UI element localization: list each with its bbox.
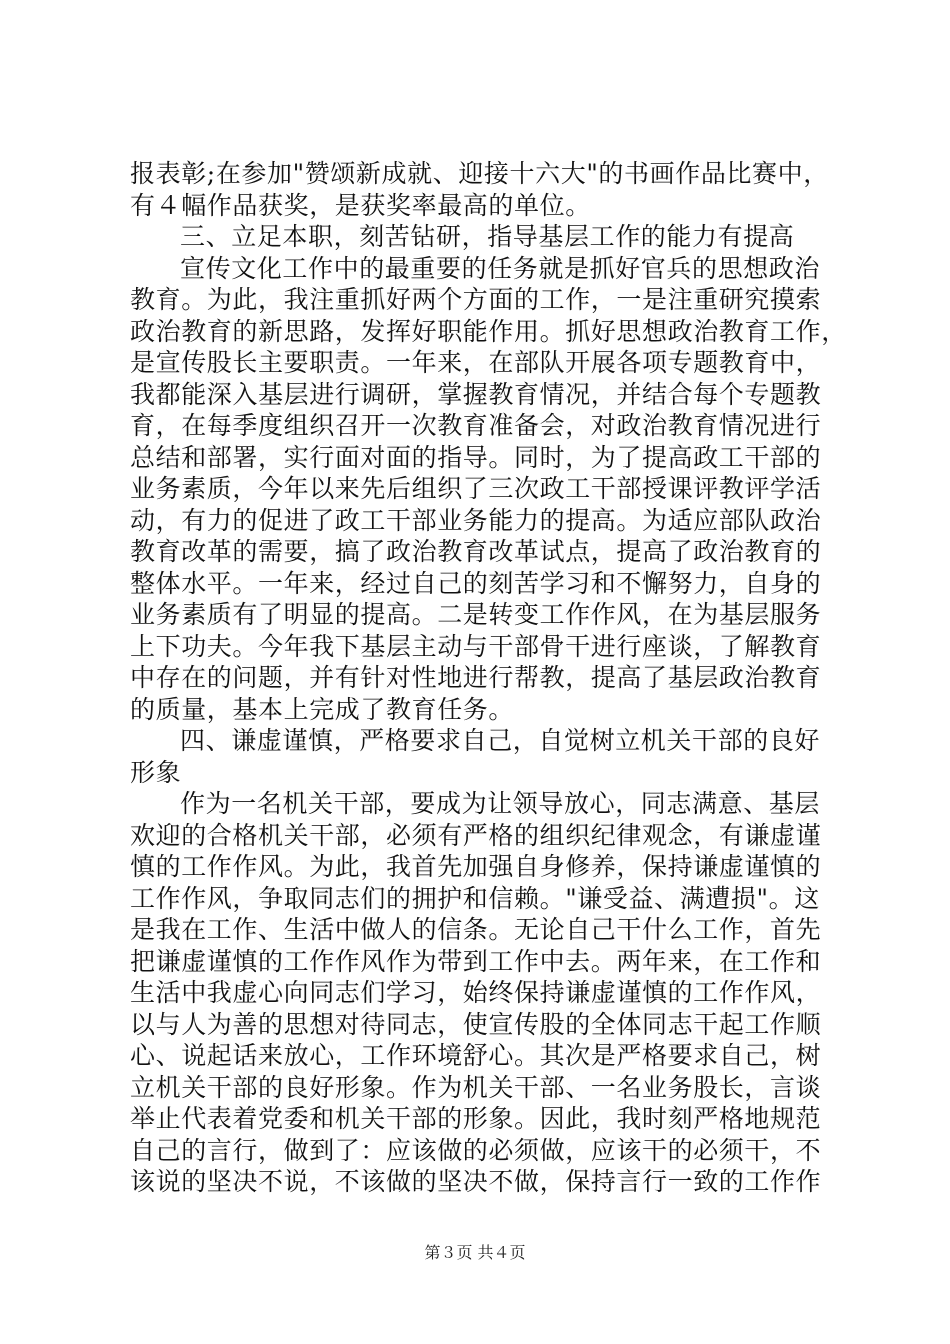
text-line: 是宣传股长主要职责。一年来，在部队开展各项专题教育中， — [130, 348, 822, 377]
text-line: 形象 — [130, 757, 182, 787]
text-line: 工作作风，争取同志们的拥护和信赖。"谦受益、满遭损"。这 — [130, 883, 820, 913]
text-line: 举止代表着党委和机关干部的形象。因此，我时刻严格地规范 — [130, 1104, 822, 1133]
text-line: 慎的工作作风。为此，我首先加强自身修养，保持谦虚谨慎的 — [130, 852, 822, 881]
text-line: 自己的言行，做到了：应该做的必须做，应该干的必须干，不 — [130, 1135, 822, 1165]
text-line: 政治教育的新思路，发挥好职能作用。抓好思想政治教育工作， — [130, 316, 847, 346]
text-line: 整体水平。一年来，经过自己的刻苦学习和不懈努力，自身的 — [130, 568, 822, 598]
text-line: 业务素质有了明显的提高。二是转变工作作风，在为基层服务 — [130, 600, 822, 629]
text-line: 上下功夫。今年我下基层主动与干部骨干进行座谈，了解教育 — [130, 631, 822, 661]
text-line: 我都能深入基层进行调研，掌握教育情况，并结合每个专题教 — [130, 379, 822, 409]
text-line: 总结和部署，实行面对面的指导。同时，为了提高政工干部的 — [130, 442, 822, 472]
text-line: 把谦虚谨慎的工作作风作为带到工作中去。两年来，在工作和 — [130, 946, 822, 976]
text-line: 三、立足本职，刻苦钻研，指导基层工作的能力有提高 — [180, 222, 795, 251]
page-number-footer: 第３页 共４页 — [424, 1243, 526, 1262]
text-line: 立机关干部的良好形象。作为机关干部、一名业务股长，言谈 — [130, 1072, 822, 1102]
text-line: 育，在每季度组织召开一次教育准备会，对政治教育情况进行 — [130, 411, 822, 440]
text-line: 作为一名机关干部，要成为让领导放心，同志满意、基层 — [180, 789, 821, 818]
text-line: 教育。为此，我注重抓好两个方面的工作，一是注重研究摸索 — [130, 285, 822, 314]
text-line: 是我在工作、生活中做人的信条。无论自己干什么工作，首先 — [130, 915, 822, 944]
text-line: 中存在的问题，并有针对性地进行帮教，提高了基层政治教育 — [130, 663, 822, 692]
text-line: 的质量，基本上完成了教育任务。 — [130, 694, 515, 724]
text-line: 欢迎的合格机关干部，必须有严格的组织纪律观念，有谦虚谨 — [130, 820, 822, 850]
text-line: 报表彰;在参加"赞颂新成就、迎接十六大"的书画作品比赛中， — [130, 159, 829, 188]
text-line: 生活中我虚心向同志们学习，始终保持谦虚谨慎的工作作风， — [130, 978, 822, 1007]
text-line: 该说的坚决不说，不该做的坚决不做，保持言行一致的工作作 — [130, 1167, 822, 1196]
text-line: 心、说起话来放心，工作环境舒心。其次是严格要求自己，树 — [130, 1041, 822, 1070]
text-line: 宣传文化工作中的最重要的任务就是抓好官兵的思想政治 — [180, 253, 821, 283]
text-line: 以与人为善的思想对待同志，使宣传股的全体同志干起工作顺 — [130, 1009, 822, 1039]
text-line: 有４幅作品获奖，是获奖率最高的单位。 — [130, 190, 591, 220]
document-body — [130, 158, 847, 1198]
text-line: 动，有力的促进了政工干部业务能力的提高。为适应部队政治 — [130, 505, 822, 535]
text-line: 教育改革的需要，搞了政治教育改革试点，提高了政治教育的 — [130, 537, 822, 566]
text-line: 四、谦虚谨慎，严格要求自己，自觉树立机关干部的良好 — [180, 726, 821, 755]
text-line: 业务素质，今年以来先后组织了三次政工干部授课评教评学活 — [130, 474, 822, 503]
